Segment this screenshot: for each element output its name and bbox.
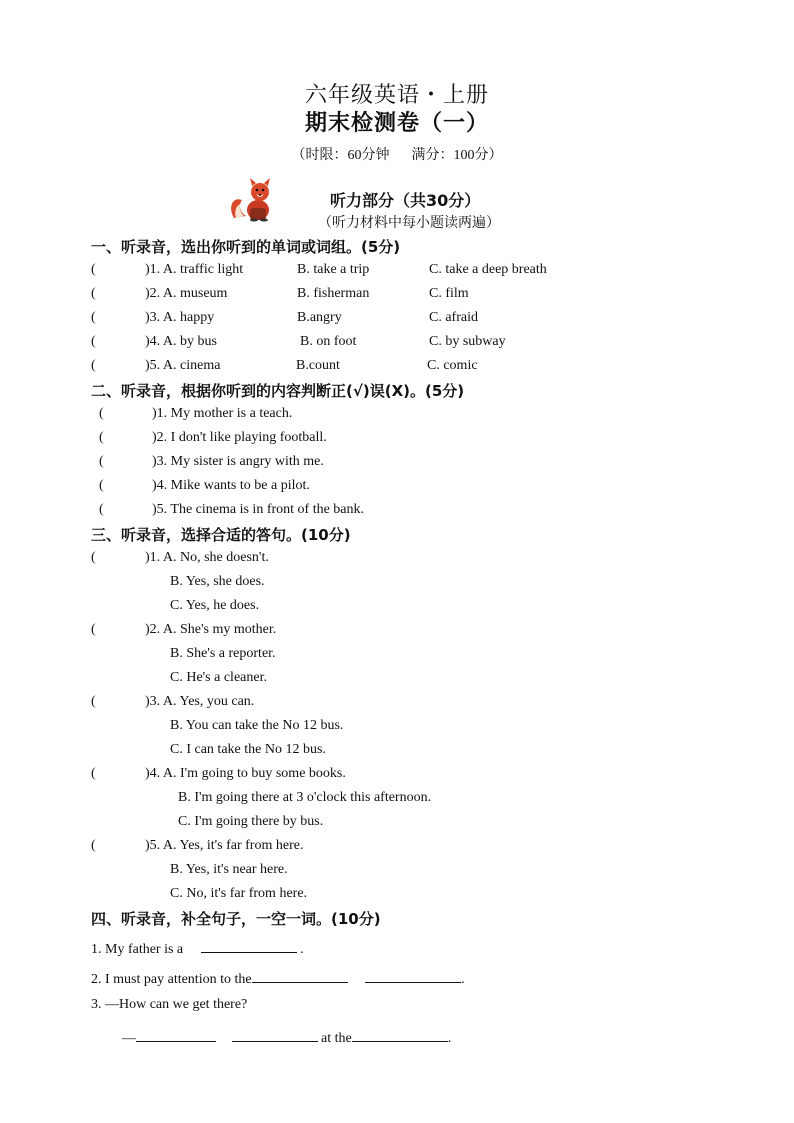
listening-title: 听力部分（共30分） <box>330 191 481 210</box>
section3-heading: 三、听录音，选择合适的答句。(10分) <box>91 526 351 544</box>
answer-paren[interactable]: ( <box>99 454 104 469</box>
exam-title-grade: 六年级英语・上册 <box>304 82 489 107</box>
reply-option-c: C. He's a cleaner. <box>170 670 267 685</box>
answer-blank[interactable] <box>201 938 297 953</box>
answer-blank[interactable] <box>136 1027 216 1042</box>
sentence-end: . <box>300 942 304 957</box>
reply-option-a: )5. A. Yes, it's far from here. <box>145 838 304 853</box>
question-option-b: B. on foot <box>300 334 357 349</box>
time-limit: （时限：60分钟 <box>291 148 390 163</box>
answer-paren[interactable]: ( <box>99 406 104 421</box>
listening-note: （听力材料中每小题读两遍） <box>318 215 500 231</box>
sentence-text: 1. My father is a <box>91 942 184 957</box>
sentence-end: . <box>461 972 465 987</box>
question-option-b: B.angry <box>297 310 342 325</box>
exam-title-name: 期末检测卷（一） <box>304 110 489 135</box>
reply-option-b: B. Yes, it's near here. <box>170 862 288 877</box>
question-option-a: )1. A. traffic light <box>145 262 244 277</box>
answer-paren[interactable]: ( <box>91 550 96 565</box>
question-option-c: C. take a deep breath <box>429 262 547 277</box>
reply-option-c: C. No, it's far from here. <box>170 886 308 901</box>
question-option-a: )4. A. by bus <box>145 334 217 349</box>
question-option-a: )5. A. cinema <box>145 358 221 373</box>
answer-paren[interactable]: ( <box>99 478 104 493</box>
exam-time-score <box>0 144 794 164</box>
statement-text: )2. I don't like playing football. <box>152 430 327 445</box>
question-option-c: C. afraid <box>429 310 478 325</box>
fill-sentence-3-question: 3. —How can we get there? <box>91 997 248 1012</box>
reply-option-c: C. Yes, he does. <box>170 598 260 613</box>
question-option-c: C. film <box>429 286 469 301</box>
question-option-b: B.count <box>296 358 340 373</box>
question-option-c: C. by subway <box>429 334 506 349</box>
reply-option-b: B. You can take the No 12 bus. <box>170 718 344 733</box>
answer-paren[interactable]: ( <box>91 286 96 301</box>
answer-paren[interactable]: ( <box>91 334 96 349</box>
answer-paren[interactable]: ( <box>91 694 96 709</box>
sentence-text: at the <box>321 1031 352 1046</box>
sentence-end: . <box>447 1031 452 1046</box>
reply-option-c: C. I'm going there by bus. <box>178 814 324 829</box>
answer-paren[interactable]: ( <box>99 502 104 517</box>
reply-option-c: C. I can take the No 12 bus. <box>170 742 326 757</box>
question-option-c: C. comic <box>427 358 478 373</box>
fill-sentence-2 <box>91 968 465 988</box>
answer-dash: — <box>122 1031 136 1046</box>
answer-paren[interactable]: ( <box>91 766 96 781</box>
answer-blank[interactable] <box>352 1027 448 1042</box>
reply-option-a: )1. A. No, she doesn't. <box>145 550 269 565</box>
statement-text: )5. The cinema is in front of the bank. <box>152 502 365 517</box>
section4-heading: 四、听录音，补全句子，一空一词。(10分) <box>91 910 381 928</box>
question-option-b: B. take a trip <box>297 262 370 277</box>
answer-paren[interactable]: ( <box>91 262 96 277</box>
reply-option-b: B. Yes, she does. <box>170 574 265 589</box>
answer-paren[interactable]: ( <box>91 358 96 373</box>
answer-paren[interactable]: ( <box>91 838 96 853</box>
answer-paren[interactable]: ( <box>91 310 96 325</box>
sentence-text: 2. I must pay attention to the <box>91 972 252 987</box>
section2-heading: 二、听录音，根据你听到的内容判断正(√)误(X)。(5分) <box>91 382 465 400</box>
answer-blank[interactable] <box>365 968 461 983</box>
reply-option-a: )3. A. Yes, you can. <box>145 694 255 709</box>
reply-option-a: )2. A. She's my mother. <box>145 622 277 637</box>
question-option-a: )3. A. happy <box>145 310 215 325</box>
fox-icon <box>228 178 282 222</box>
answer-blank[interactable] <box>252 968 348 983</box>
answer-blank[interactable] <box>232 1027 318 1042</box>
answer-paren[interactable]: ( <box>99 430 104 445</box>
full-score: 满分：100分） <box>411 148 503 163</box>
question-option-b: B. fisherman <box>297 286 370 301</box>
question-option-a: )2. A. museum <box>145 286 228 301</box>
reply-option-b: B. I'm going there at 3 o'clock this afternoon. <box>178 790 432 805</box>
fill-sentence-1 <box>91 938 304 958</box>
statement-text: )4. Mike wants to be a pilot. <box>152 478 310 493</box>
reply-option-b: B. She's a reporter. <box>170 646 276 661</box>
statement-text: )1. My mother is a teach. <box>152 406 293 421</box>
statement-text: )3. My sister is angry with me. <box>152 454 324 469</box>
reply-option-a: )4. A. I'm going to buy some books. <box>145 766 346 781</box>
answer-paren[interactable]: ( <box>91 622 96 637</box>
section1-heading: 一、听录音，选出你听到的单词或词组。(5分) <box>91 238 401 256</box>
fill-sentence-3-answer <box>122 1027 451 1047</box>
